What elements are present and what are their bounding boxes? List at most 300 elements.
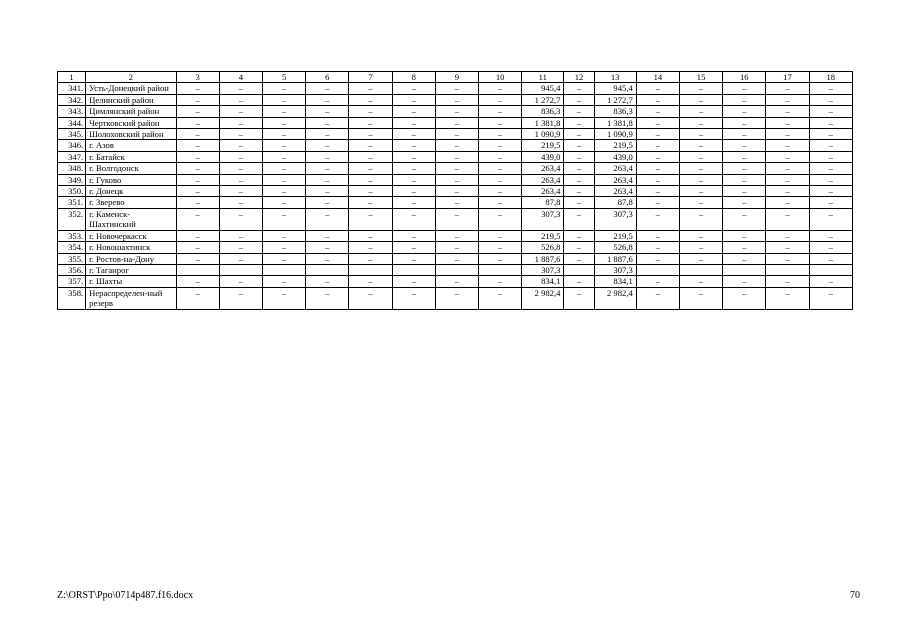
col-4: –	[219, 140, 262, 151]
col-6: –	[306, 287, 349, 309]
col-7: –	[349, 208, 392, 230]
col-9: –	[435, 253, 478, 264]
column-number-18: 18	[809, 72, 852, 83]
col-6: –	[306, 129, 349, 140]
col-10: –	[479, 83, 522, 94]
col-17: –	[766, 129, 809, 140]
col-5: –	[263, 276, 306, 287]
col-12: –	[564, 140, 594, 151]
row-number: 349.	[58, 174, 86, 185]
col-3	[176, 264, 219, 275]
col-12: –	[564, 186, 594, 197]
col-7: –	[349, 174, 392, 185]
col-14	[636, 264, 679, 275]
col-4: –	[219, 287, 262, 309]
col-12: –	[564, 117, 594, 128]
col-10: –	[479, 129, 522, 140]
col-7: –	[349, 253, 392, 264]
row-number: 343.	[58, 106, 86, 117]
col-5: –	[263, 129, 306, 140]
table-row	[58, 287, 853, 309]
col-18: –	[809, 163, 852, 174]
col-10: –	[479, 276, 522, 287]
col-13: 834,1	[594, 276, 636, 287]
col-16: –	[723, 242, 766, 253]
row-number: 351.	[58, 197, 86, 208]
column-number-9: 9	[435, 72, 478, 83]
col-11: 526,8	[522, 242, 564, 253]
col-8: –	[392, 140, 435, 151]
column-number-14: 14	[636, 72, 679, 83]
table-row	[58, 242, 853, 253]
col-13: 307,3	[594, 264, 636, 275]
row-number: 342.	[58, 94, 86, 105]
budget-table	[57, 71, 853, 310]
col-14: –	[636, 276, 679, 287]
column-number-6: 6	[306, 72, 349, 83]
row-number: 348.	[58, 163, 86, 174]
col-5: –	[263, 208, 306, 230]
col-18: –	[809, 186, 852, 197]
col-16: –	[723, 117, 766, 128]
col-18: –	[809, 129, 852, 140]
table-row	[58, 106, 853, 117]
col-11: 1 887,6	[522, 253, 564, 264]
col-9: –	[435, 106, 478, 117]
col-4: –	[219, 117, 262, 128]
col-3: –	[176, 230, 219, 241]
col-7: –	[349, 117, 392, 128]
col-7: –	[349, 140, 392, 151]
col-9: –	[435, 94, 478, 105]
col-4: –	[219, 94, 262, 105]
column-number-3: 3	[176, 72, 219, 83]
col-12	[564, 264, 594, 275]
col-5: –	[263, 230, 306, 241]
col-10: –	[479, 117, 522, 128]
col-11: 307,3	[522, 208, 564, 230]
col-7: –	[349, 106, 392, 117]
row-name: Усть-Донецкий район	[86, 83, 176, 94]
col-14: –	[636, 117, 679, 128]
row-name: г. Новочеркасск	[86, 230, 176, 241]
column-number-15: 15	[679, 72, 722, 83]
col-6: –	[306, 117, 349, 128]
row-number: 357.	[58, 276, 86, 287]
col-14: –	[636, 163, 679, 174]
col-7	[349, 264, 392, 275]
col-8: –	[392, 129, 435, 140]
col-18: –	[809, 230, 852, 241]
col-7: –	[349, 276, 392, 287]
row-number: 350.	[58, 186, 86, 197]
col-8: –	[392, 242, 435, 253]
col-11: 1 090,9	[522, 129, 564, 140]
col-16: –	[723, 287, 766, 309]
col-15: –	[679, 197, 722, 208]
col-8: –	[392, 174, 435, 185]
col-17: –	[766, 83, 809, 94]
footer-file-path: Z:\ORST\Ppo\0714p487.f16.docx	[57, 590, 194, 601]
col-3: –	[176, 94, 219, 105]
row-name: г. Таганрог	[86, 264, 176, 275]
col-7: –	[349, 94, 392, 105]
col-16: –	[723, 208, 766, 230]
col-18: –	[809, 287, 852, 309]
col-13: 219,5	[594, 140, 636, 151]
column-number-11: 11	[522, 72, 564, 83]
col-4: –	[219, 230, 262, 241]
col-13: 263,4	[594, 186, 636, 197]
col-11: 263,4	[522, 163, 564, 174]
col-9: –	[435, 129, 478, 140]
col-7: –	[349, 83, 392, 94]
col-5: –	[263, 140, 306, 151]
table-row	[58, 117, 853, 128]
row-number: 341.	[58, 83, 86, 94]
col-11: 219,5	[522, 140, 564, 151]
row-name: г. Каменск-Шахтинский	[86, 208, 176, 230]
col-10: –	[479, 230, 522, 241]
col-13: 1 272,7	[594, 94, 636, 105]
col-5	[263, 264, 306, 275]
col-7: –	[349, 230, 392, 241]
col-9: –	[435, 174, 478, 185]
col-18: –	[809, 83, 852, 94]
col-16: –	[723, 276, 766, 287]
column-number-10: 10	[479, 72, 522, 83]
col-17: –	[766, 163, 809, 174]
col-16: –	[723, 94, 766, 105]
col-15: –	[679, 208, 722, 230]
col-4: –	[219, 83, 262, 94]
col-5: –	[263, 106, 306, 117]
col-11: 307,3	[522, 264, 564, 275]
col-3: –	[176, 253, 219, 264]
row-name: г. Донецк	[86, 186, 176, 197]
col-18: –	[809, 140, 852, 151]
col-3: –	[176, 117, 219, 128]
col-4: –	[219, 276, 262, 287]
col-14: –	[636, 253, 679, 264]
col-15: –	[679, 230, 722, 241]
col-17	[766, 264, 809, 275]
col-16: –	[723, 129, 766, 140]
table-row	[58, 83, 853, 94]
row-number: 345.	[58, 129, 86, 140]
column-number-13: 13	[594, 72, 636, 83]
row-number: 353.	[58, 230, 86, 241]
col-17: –	[766, 242, 809, 253]
col-12: –	[564, 106, 594, 117]
col-3: –	[176, 208, 219, 230]
col-17: –	[766, 174, 809, 185]
col-4: –	[219, 186, 262, 197]
col-13: 263,4	[594, 174, 636, 185]
col-18	[809, 264, 852, 275]
col-3: –	[176, 197, 219, 208]
col-10: –	[479, 253, 522, 264]
col-5: –	[263, 253, 306, 264]
col-8: –	[392, 276, 435, 287]
column-number-1: 1	[58, 72, 86, 83]
table-row	[58, 129, 853, 140]
row-name: г. Шахты	[86, 276, 176, 287]
col-8: –	[392, 197, 435, 208]
col-17: –	[766, 197, 809, 208]
col-8: –	[392, 163, 435, 174]
col-13: 87,8	[594, 197, 636, 208]
col-10: –	[479, 174, 522, 185]
col-12: –	[564, 208, 594, 230]
col-8: –	[392, 186, 435, 197]
col-13: 2 982,4	[594, 287, 636, 309]
col-16: –	[723, 83, 766, 94]
col-17: –	[766, 151, 809, 162]
col-17: –	[766, 117, 809, 128]
col-16: –	[723, 253, 766, 264]
col-5: –	[263, 287, 306, 309]
col-17: –	[766, 140, 809, 151]
row-number: 344.	[58, 117, 86, 128]
col-18: –	[809, 197, 852, 208]
col-3: –	[176, 106, 219, 117]
column-number-16: 16	[723, 72, 766, 83]
col-15: –	[679, 174, 722, 185]
col-3: –	[176, 186, 219, 197]
col-11: 439,0	[522, 151, 564, 162]
col-6: –	[306, 197, 349, 208]
col-6: –	[306, 83, 349, 94]
row-name: Чертковский район	[86, 117, 176, 128]
col-14: –	[636, 174, 679, 185]
col-8: –	[392, 230, 435, 241]
col-9: –	[435, 151, 478, 162]
col-3: –	[176, 276, 219, 287]
col-14: –	[636, 186, 679, 197]
row-name: г. Азов	[86, 140, 176, 151]
col-14: –	[636, 83, 679, 94]
table-row	[58, 163, 853, 174]
col-15: –	[679, 129, 722, 140]
col-10: –	[479, 106, 522, 117]
col-16: –	[723, 197, 766, 208]
col-14: –	[636, 287, 679, 309]
col-18: –	[809, 117, 852, 128]
col-8: –	[392, 253, 435, 264]
col-4: –	[219, 163, 262, 174]
row-number: 358.	[58, 287, 86, 309]
table-row	[58, 140, 853, 151]
col-15: –	[679, 140, 722, 151]
col-7: –	[349, 129, 392, 140]
col-5: –	[263, 242, 306, 253]
col-6: –	[306, 174, 349, 185]
row-name: г. Зверево	[86, 197, 176, 208]
col-5: –	[263, 117, 306, 128]
col-18: –	[809, 208, 852, 230]
col-6: –	[306, 151, 349, 162]
col-11: 87,8	[522, 197, 564, 208]
col-3: –	[176, 151, 219, 162]
row-number: 346.	[58, 140, 86, 151]
col-4: –	[219, 151, 262, 162]
row-number: 355.	[58, 253, 86, 264]
col-10: –	[479, 151, 522, 162]
col-16: –	[723, 230, 766, 241]
col-15: –	[679, 242, 722, 253]
col-3: –	[176, 163, 219, 174]
col-8: –	[392, 106, 435, 117]
col-9: –	[435, 117, 478, 128]
col-12: –	[564, 83, 594, 94]
col-15: –	[679, 276, 722, 287]
col-7: –	[349, 151, 392, 162]
col-11: 834,1	[522, 276, 564, 287]
col-9: –	[435, 287, 478, 309]
col-12: –	[564, 174, 594, 185]
col-14: –	[636, 129, 679, 140]
col-8: –	[392, 83, 435, 94]
col-5: –	[263, 174, 306, 185]
col-5: –	[263, 186, 306, 197]
col-6: –	[306, 94, 349, 105]
column-number-5: 5	[263, 72, 306, 83]
row-number: 352.	[58, 208, 86, 230]
table-row	[58, 151, 853, 162]
col-14: –	[636, 151, 679, 162]
col-3: –	[176, 129, 219, 140]
col-12: –	[564, 276, 594, 287]
col-18: –	[809, 253, 852, 264]
col-13: 836,3	[594, 106, 636, 117]
col-10: –	[479, 186, 522, 197]
col-5: –	[263, 197, 306, 208]
col-9: –	[435, 83, 478, 94]
col-14: –	[636, 140, 679, 151]
col-15: –	[679, 94, 722, 105]
table-row	[58, 230, 853, 241]
col-3: –	[176, 287, 219, 309]
col-11: 219,5	[522, 230, 564, 241]
row-name: г. Батайск	[86, 151, 176, 162]
col-7: –	[349, 197, 392, 208]
row-name: г. Ростов-на-Дону	[86, 253, 176, 264]
col-11: 945,4	[522, 83, 564, 94]
table-row	[58, 276, 853, 287]
col-14: –	[636, 230, 679, 241]
col-12: –	[564, 197, 594, 208]
col-8: –	[392, 151, 435, 162]
col-13: 526,8	[594, 242, 636, 253]
col-16: –	[723, 151, 766, 162]
col-17: –	[766, 208, 809, 230]
col-13: 439,0	[594, 151, 636, 162]
footer-page-number: 70	[850, 590, 860, 601]
col-18: –	[809, 94, 852, 105]
col-9: –	[435, 208, 478, 230]
col-17: –	[766, 287, 809, 309]
col-9: –	[435, 276, 478, 287]
col-9: –	[435, 230, 478, 241]
column-number-17: 17	[766, 72, 809, 83]
col-10: –	[479, 140, 522, 151]
col-3: –	[176, 140, 219, 151]
col-18: –	[809, 276, 852, 287]
col-12: –	[564, 242, 594, 253]
row-number: 356.	[58, 264, 86, 275]
col-5: –	[263, 83, 306, 94]
col-8: –	[392, 117, 435, 128]
row-name: г. Гуково	[86, 174, 176, 185]
col-6: –	[306, 242, 349, 253]
col-8: –	[392, 287, 435, 309]
row-name: Нераспределен-ный резерв	[86, 287, 176, 309]
col-4: –	[219, 174, 262, 185]
col-18: –	[809, 151, 852, 162]
col-12: –	[564, 151, 594, 162]
col-4: –	[219, 129, 262, 140]
col-13: 307,3	[594, 208, 636, 230]
col-12: –	[564, 287, 594, 309]
col-16: –	[723, 140, 766, 151]
col-17: –	[766, 276, 809, 287]
col-6: –	[306, 276, 349, 287]
col-6: –	[306, 140, 349, 151]
col-5: –	[263, 94, 306, 105]
col-11: 2 982,4	[522, 287, 564, 309]
col-15: –	[679, 83, 722, 94]
col-8: –	[392, 94, 435, 105]
column-number-8: 8	[392, 72, 435, 83]
col-3: –	[176, 83, 219, 94]
col-12: –	[564, 129, 594, 140]
col-6	[306, 264, 349, 275]
col-10: –	[479, 287, 522, 309]
col-14: –	[636, 242, 679, 253]
col-15: –	[679, 117, 722, 128]
row-name: Цимлянский район	[86, 106, 176, 117]
col-18: –	[809, 106, 852, 117]
col-9: –	[435, 163, 478, 174]
col-13: 1 381,8	[594, 117, 636, 128]
col-15: –	[679, 287, 722, 309]
col-16: –	[723, 186, 766, 197]
col-6: –	[306, 253, 349, 264]
col-16: –	[723, 106, 766, 117]
table-row	[58, 174, 853, 185]
col-9: –	[435, 186, 478, 197]
col-13: 219,5	[594, 230, 636, 241]
col-9: –	[435, 197, 478, 208]
col-14: –	[636, 197, 679, 208]
col-10: –	[479, 242, 522, 253]
table-row	[58, 186, 853, 197]
col-6: –	[306, 106, 349, 117]
col-11: 836,3	[522, 106, 564, 117]
col-11: 1 381,8	[522, 117, 564, 128]
col-16	[723, 264, 766, 275]
col-10: –	[479, 197, 522, 208]
col-7: –	[349, 163, 392, 174]
table-row	[58, 253, 853, 264]
col-6: –	[306, 163, 349, 174]
col-7: –	[349, 186, 392, 197]
col-4: –	[219, 197, 262, 208]
row-name: г. Новошахтинск	[86, 242, 176, 253]
col-10: –	[479, 163, 522, 174]
col-15: –	[679, 186, 722, 197]
